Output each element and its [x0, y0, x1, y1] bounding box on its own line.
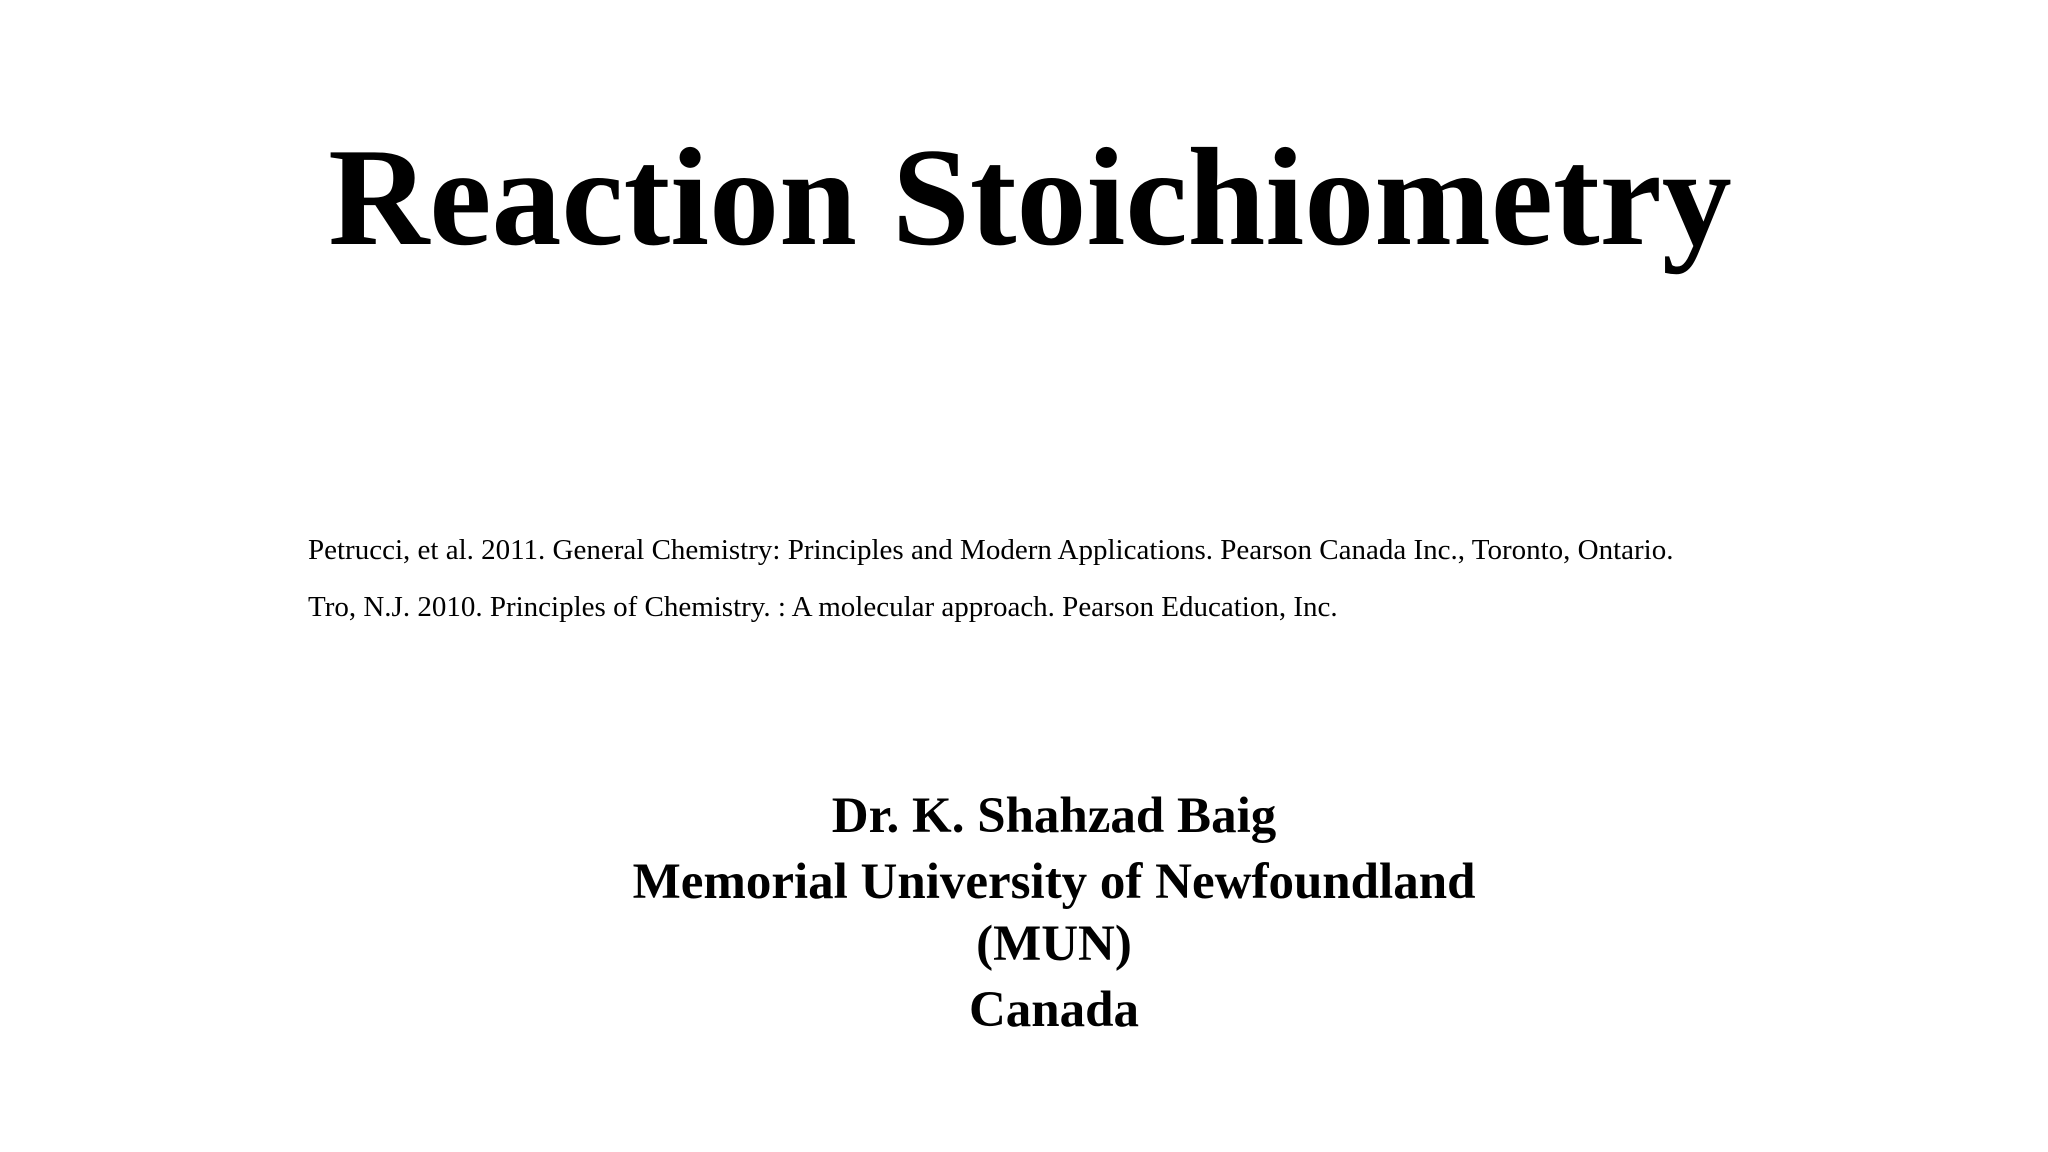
author-institution: Memorial University of Newfoundland	[632, 854, 1476, 910]
slide-title: Reaction Stoichiometry	[328, 120, 1732, 275]
reference-1: Petrucci, et al. 2011. General Chemistry: Principles and Modern Applications. Pearson Canada Inc., Toronto, Ontario.	[308, 534, 1674, 566]
author-block	[524, 786, 1584, 1040]
reference-2: Tro, N.J. 2010. Principles of Chemistry. : A molecular approach. Pearson Education, Inc.	[308, 591, 1338, 623]
author-name: Dr. K. Shahzad Baig	[831, 788, 1277, 844]
author-country: Canada	[968, 982, 1140, 1038]
author-institution-abbrev: (MUN)	[976, 916, 1132, 972]
references	[308, 522, 2028, 636]
